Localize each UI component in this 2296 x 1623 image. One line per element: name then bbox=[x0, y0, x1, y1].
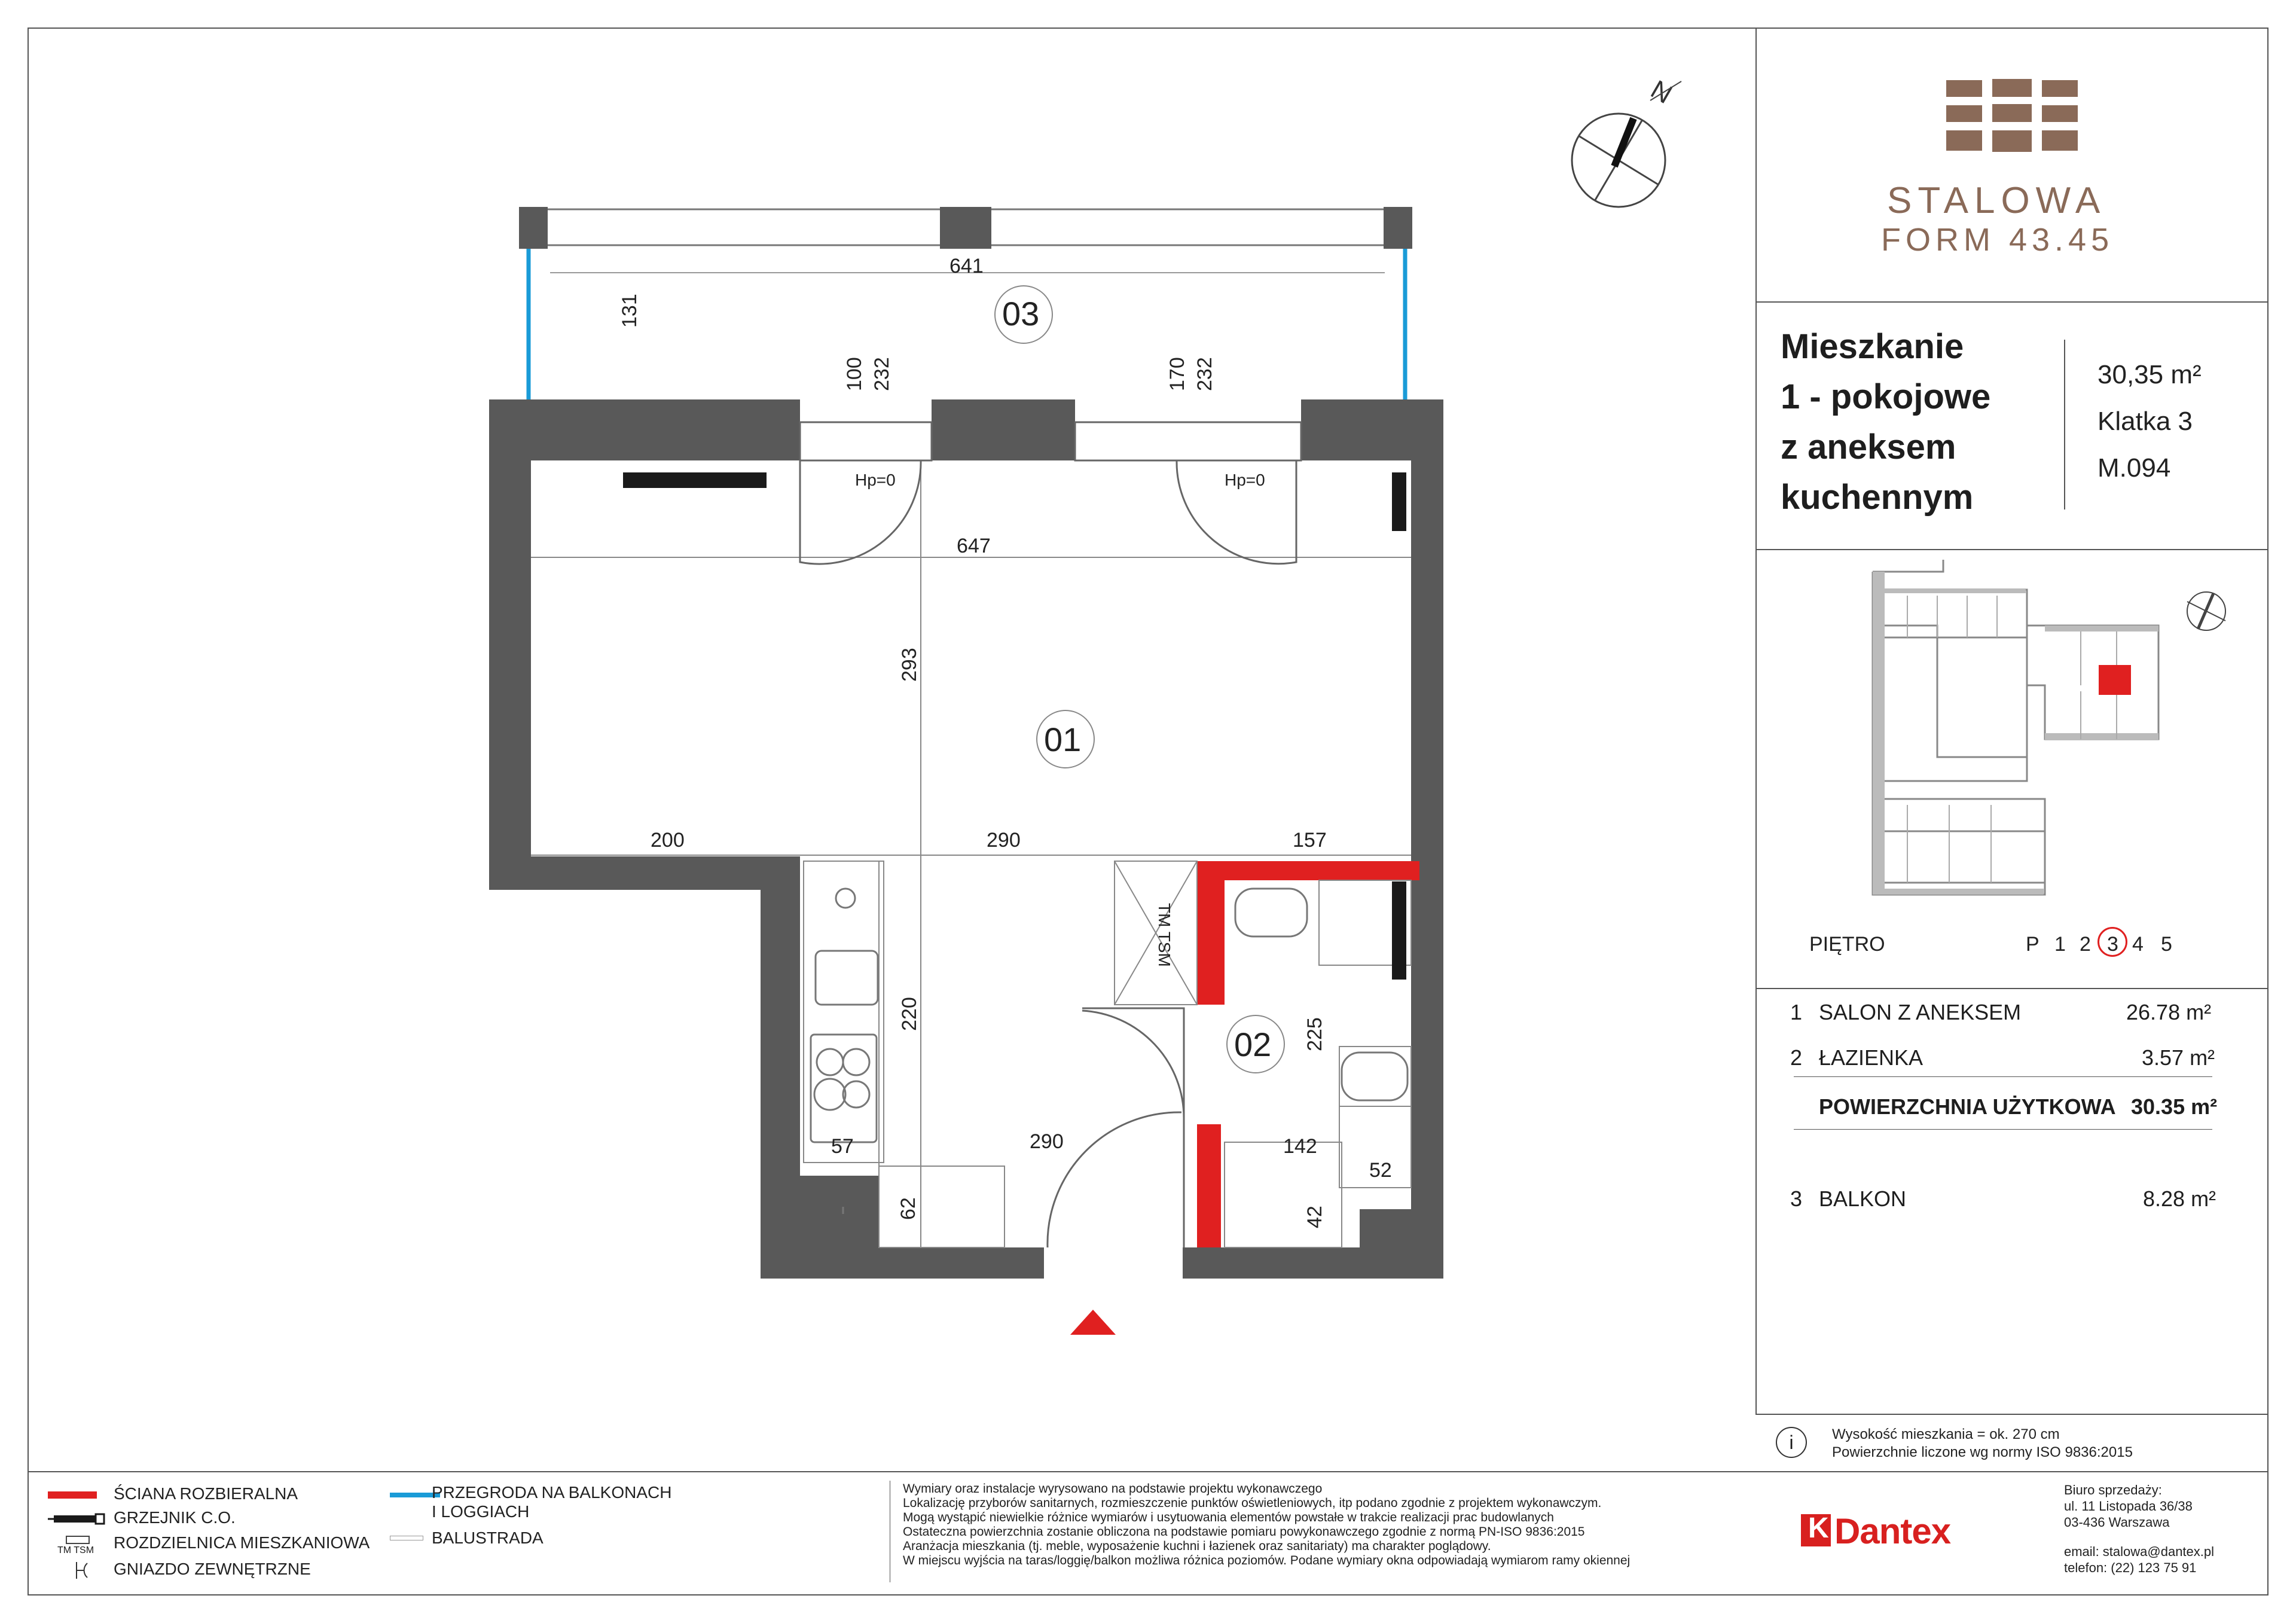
apartment-title bbox=[1781, 322, 1990, 523]
dim-225: 225 bbox=[1303, 1017, 1326, 1051]
balcony-name: BALKON bbox=[1819, 1186, 1907, 1211]
disclaimer-line-1: Wymiary oraz instalacje wyrysowano na podstawie projektu wykonawczego bbox=[903, 1482, 1323, 1496]
floor-option-p[interactable]: P bbox=[2026, 933, 2039, 956]
legend-partition bbox=[432, 1483, 671, 1521]
legend-partition-line1: PRZEGRODA NA BALKONACH bbox=[432, 1483, 672, 1502]
info-icon: i bbox=[1776, 1427, 1807, 1458]
hp-label-1: Hp=0 bbox=[855, 471, 896, 489]
brand-name: STALOWA bbox=[1887, 180, 2106, 221]
divider-title bbox=[1755, 549, 2268, 550]
title-line-4: kuchennym bbox=[1781, 478, 1974, 517]
sales-office-phone[interactable]: telefon: (22) 123 75 91 bbox=[2064, 1560, 2197, 1575]
legend-tsm: TM TSM bbox=[57, 1545, 94, 1555]
dim-157: 157 bbox=[1293, 829, 1327, 852]
tsm-label: TM TSM bbox=[1155, 903, 1174, 967]
compass-label: N bbox=[1645, 74, 1677, 110]
divider-info bbox=[1755, 1414, 2268, 1415]
title-separator bbox=[2064, 340, 2065, 510]
brand-subtitle: FORM 43.45 bbox=[1881, 222, 2114, 258]
dim-62: 62 bbox=[897, 1197, 920, 1220]
floor-option-3[interactable]: 3 bbox=[2107, 933, 2118, 956]
compass-icon bbox=[1572, 75, 1681, 207]
balcony-area: 8.28 m² bbox=[2143, 1186, 2216, 1211]
usable-area-label: POWIERZCHNIA UŻYTKOWA bbox=[1819, 1094, 2116, 1119]
room-2-area: 3.57 m² bbox=[2142, 1045, 2215, 1070]
balustrade-swatch bbox=[390, 1536, 423, 1540]
removable-walls bbox=[1197, 861, 1419, 1247]
balcony bbox=[519, 207, 1412, 399]
floor-option-2[interactable]: 2 bbox=[2080, 933, 2091, 956]
title-line-1: Mieszkanie bbox=[1781, 327, 1964, 366]
room-03: 03 bbox=[1002, 295, 1040, 332]
room-1-name: SALON Z ANEKSEM bbox=[1819, 1000, 2022, 1024]
balcony-no: 3 bbox=[1790, 1186, 1803, 1211]
table-line-1 bbox=[1794, 1076, 2212, 1077]
disclaimer-line-6: W miejscu wyjścia na taras/loggię/balkon możliwa różnica poziomów. Podane wymiary okna odpowiadają wymiarom ramy okiennej bbox=[903, 1554, 1631, 1567]
dim-balcony-depth: 131 bbox=[618, 294, 641, 328]
room-02: 02 bbox=[1234, 1026, 1272, 1063]
key-plan-highlight bbox=[2099, 665, 2131, 695]
room-1-area: 26.78 m² bbox=[2126, 1000, 2212, 1024]
dim-42: 42 bbox=[1303, 1206, 1326, 1228]
sales-office-address2: 03-436 Warszawa bbox=[2064, 1515, 2170, 1530]
dim-window1-a: 100 bbox=[843, 357, 866, 391]
apartment-info bbox=[2097, 352, 2202, 492]
legend-distribution-board: ROZDZIELNICA MIESZKANIOWA bbox=[114, 1533, 370, 1552]
apartment-area: 30,35 m² bbox=[2097, 360, 2202, 389]
legend-balustrade: BALUSTRADA bbox=[432, 1529, 544, 1547]
dantex-logo-mark: K bbox=[1808, 1512, 1829, 1544]
dim-220: 220 bbox=[898, 997, 921, 1031]
radiator-icon bbox=[48, 1509, 108, 1527]
divider-footer bbox=[28, 1471, 2268, 1472]
room-1-no: 1 bbox=[1790, 1000, 1803, 1024]
legend-outdoor-socket: GNIAZDO ZEWNĘTRZNE bbox=[114, 1560, 311, 1578]
dim-57: 57 bbox=[831, 1135, 854, 1158]
divider-floor bbox=[1755, 988, 2268, 989]
disclaimer-line-3: Mogą wystąpić niewielkie różnice wymiarów i usytuowania elementów powstałe w trakcie realizacji prac budowlanych bbox=[903, 1511, 1554, 1524]
disclaimer bbox=[903, 1482, 1630, 1568]
dantex-logo-text: Dantex bbox=[1834, 1511, 1951, 1551]
sales-office-email[interactable]: email: stalowa@dantex.pl bbox=[2064, 1544, 2215, 1559]
stalowa-logo-icon bbox=[1943, 74, 2081, 164]
legend-removable-wall: ŚCIANA ROZBIERALNA bbox=[114, 1484, 298, 1503]
disclaimer-line-2: Lokalizację przyborów sanitarnych, rozmieszczenie punktów oświetleniowych, itp podano zgodnie z projektem wykonawczym. bbox=[903, 1496, 1602, 1510]
title-line-2: 1 - pokojowe bbox=[1781, 377, 1991, 416]
disclaimer-line-4: Ostateczna powierzchnia zostanie obliczona na podstawie pomiaru powykonawczego zgodnie z normą PN-ISO 9836:2015 bbox=[903, 1525, 1585, 1539]
floor-option-5[interactable]: 5 bbox=[2161, 933, 2172, 956]
dim-52: 52 bbox=[1369, 1159, 1392, 1182]
key-plan bbox=[1866, 560, 2236, 907]
removable-wall-swatch bbox=[48, 1491, 97, 1499]
room-2-name: ŁAZIENKA bbox=[1819, 1045, 1923, 1070]
dim-290b: 290 bbox=[1030, 1130, 1064, 1153]
dim-window2-a: 170 bbox=[1166, 357, 1189, 391]
legend-radiator: GRZEJNIK C.O. bbox=[114, 1508, 236, 1527]
sales-office-label: Biuro sprzedaży: bbox=[2064, 1482, 2162, 1497]
info-height: Wysokość mieszkania = ok. 270 cm bbox=[1832, 1426, 2060, 1442]
outdoor-socket-icon bbox=[71, 1558, 94, 1582]
dim-window2-b: 232 bbox=[1193, 357, 1216, 391]
panel-divider bbox=[1755, 28, 1757, 1414]
title-line-3: z aneksem bbox=[1781, 428, 1956, 466]
room-2-no: 2 bbox=[1790, 1045, 1803, 1070]
dim-142: 142 bbox=[1283, 1135, 1317, 1158]
table-line-2 bbox=[1794, 1129, 2212, 1130]
hp-label-2: Hp=0 bbox=[1225, 471, 1265, 489]
windows bbox=[800, 422, 1301, 1247]
distribution-board-icon bbox=[66, 1536, 90, 1544]
info-norm: Powierzchnie liczone wg normy ISO 9836:2015 bbox=[1832, 1444, 2133, 1460]
radiators bbox=[623, 472, 1406, 980]
dim-200: 200 bbox=[651, 829, 685, 852]
sales-office-address1: ul. 11 Listopada 36/38 bbox=[2064, 1499, 2193, 1514]
entrance-marker bbox=[1070, 1310, 1116, 1335]
disclaimer-line-5: Aranżacja mieszkania (tj. meble, wyposażenie kuchni i łazienek oraz sanitariaty) ma charakter poglądowy. bbox=[903, 1539, 1491, 1553]
dim-290a: 290 bbox=[987, 829, 1021, 852]
apartment-staircase: Klatka 3 bbox=[2097, 407, 2193, 436]
apartment-unit: M.094 bbox=[2097, 453, 2171, 483]
dim-window1-b: 232 bbox=[871, 357, 893, 391]
usable-area-value: 30.35 m² bbox=[2131, 1094, 2218, 1119]
dim-balcony-width: 641 bbox=[949, 255, 984, 277]
dim-room-width: 647 bbox=[957, 535, 991, 557]
dim-room-height: 293 bbox=[898, 648, 921, 682]
room-01: 01 bbox=[1044, 721, 1082, 758]
floor-option-1[interactable]: 1 bbox=[2054, 933, 2066, 956]
divider-brand bbox=[1755, 301, 2268, 303]
floor-label: PIĘTRO bbox=[1809, 933, 1885, 956]
key-plan-compass-icon bbox=[2187, 592, 2225, 630]
legend-partition-line2: I LOGGIACH bbox=[432, 1502, 530, 1521]
sales-office bbox=[2064, 1482, 2214, 1576]
floor-option-4[interactable]: 4 bbox=[2132, 933, 2144, 956]
